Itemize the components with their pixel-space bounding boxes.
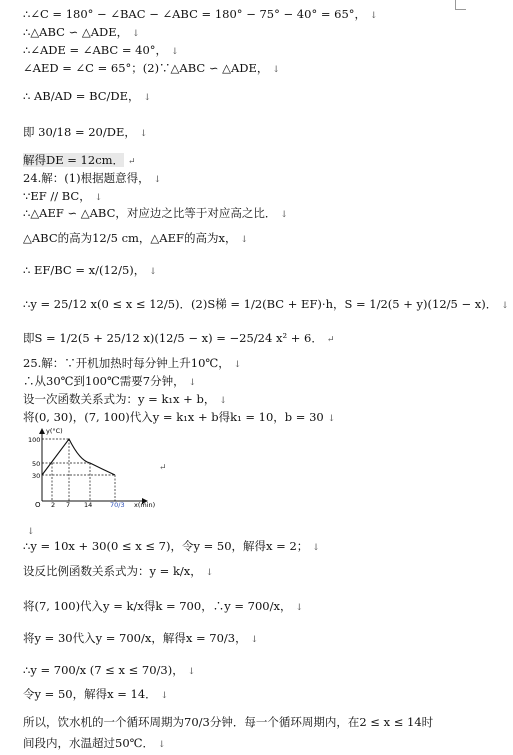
temperature-graph <box>22 425 172 520</box>
text-line-5: ∴ AB/AD = BC/DE， ↓ <box>23 89 152 103</box>
text-line-4: ∠AED = ∠C = 65°；(2)∵△ABC ∽ △ADE， ↓ <box>23 61 280 75</box>
text-line-26: 间段内，水温超过50℃． ↓ <box>23 736 166 750</box>
text-line-16: ∴从30℃到100℃需要7分钟， ↓ <box>23 374 197 388</box>
text-line-18: 将(0, 30)，(7, 100)代入y = k₁x + b得k₁ = 10，b = 30 ↓ <box>23 410 336 424</box>
origin-label: O <box>35 501 41 509</box>
text-line-6: 即 30/18 = 20/DE， ↓ <box>23 125 148 139</box>
text-line-15: 25.解：∵开机加热时每分钟上升10℃， ↓ <box>23 356 242 370</box>
x-tick-7: 7 <box>66 501 71 509</box>
text-line-23: ∴y = 700/x (7 ≤ x ≤ 70/3)， ↓ <box>23 663 196 677</box>
text-line-17: 设一次函数关系式为：y = k₁x + b， ↓ <box>23 392 227 406</box>
blank-line: ↓ <box>27 527 35 537</box>
x-tick-14: 14 <box>84 501 93 509</box>
graph-return-mark: ↵ <box>159 463 167 473</box>
text-line-24: 令y = 50，解得x = 14． ↓ <box>23 687 169 701</box>
x-tick-2: 2 <box>51 501 56 509</box>
text-line-20: 设反比例函数关系式为：y = k/x， ↓ <box>23 564 214 578</box>
text-line-9: ∵EF // BC， ↓ <box>23 189 103 203</box>
text-line-25: 所以，饮水机的一个循环周期为70/3分钟．每一个循环周期内，在2 ≤ x ≤ 14时 <box>23 715 434 729</box>
x-axis-label: x(min) <box>134 501 156 509</box>
text-line-12: ∴ EF/BC = x/(12/5)， ↓ <box>23 263 157 277</box>
text-line-2: ∴△ABC ∽ △ADE， ↓ <box>23 25 140 39</box>
text-line-8: 24.解：(1)根据题意得， ↓ <box>23 171 162 185</box>
y-axis-label: y(°C) <box>46 427 63 435</box>
text-line-21: 将(7, 100)代入y = k/x得k = 700，∴y = 700/x， ↓ <box>23 599 303 613</box>
y-tick-50: 50 <box>32 460 41 468</box>
text-line-7: 解得DE = 12cm． ↵ <box>23 153 136 167</box>
x-tick-70-3: 70/3 <box>110 501 125 509</box>
text-line-10: ∴△AEF ∽ △ABC，对应边之比等于对应高之比． ↓ <box>23 206 288 220</box>
temperature-curve <box>42 439 115 475</box>
text-line-19: ∴y = 10x + 30(0 ≤ x ≤ 7)，令y = 50，解得x = 2； ↓ <box>23 539 320 553</box>
text-line-11: △ABC的高为12/5 cm，△AEF的高为x， ↓ <box>23 231 248 245</box>
text-line-3: ∴∠ADE = ∠ABC = 40°， ↓ <box>23 43 179 57</box>
text-line-1: ∴∠C = 180° − ∠BAC − ∠ABC = 180° − 75° − 40° = 65°， ↓ <box>23 7 378 21</box>
y-tick-100: 100 <box>28 436 41 444</box>
page-corner-mark <box>455 0 466 10</box>
text-line-13: ∴y = 25/12 x(0 ≤ x ≤ 12/5)．(2)S梯 = 1/2(BC + EF)·h，S = 1/2(5 + y)(12/5 − x)． ↓ <box>23 297 509 311</box>
y-tick-30: 30 <box>32 472 41 480</box>
text-line-14: 即S = 1/2(5 + 25/12 x)(12/5 − x) = −25/24 x² + 6． ↵ <box>23 331 335 345</box>
text-line-22: 将y = 30代入y = 700/x，解得x = 70/3， ↓ <box>23 631 259 645</box>
